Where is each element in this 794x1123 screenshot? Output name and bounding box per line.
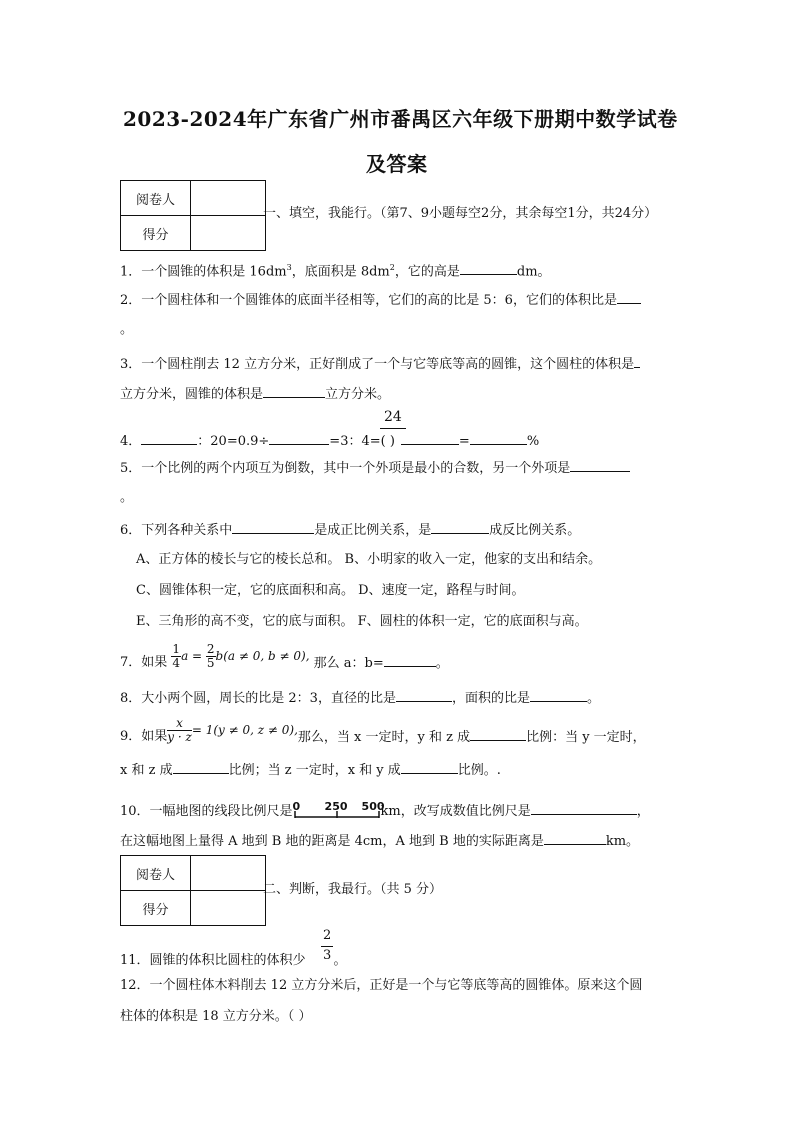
q4-text-a: 4． [120, 434, 142, 449]
answer-blank[interactable] [470, 728, 526, 741]
question-1 [120, 260, 551, 280]
q10-text-e: km。 [605, 834, 640, 849]
scale-label-250: 250 [324, 799, 348, 813]
answer-blank[interactable] [141, 432, 197, 445]
q1-sup1: 3 [286, 263, 292, 272]
q11-fraction-den: 3 [323, 948, 332, 963]
score-label: 得分 [121, 216, 191, 251]
answer-blank[interactable] [470, 432, 527, 445]
section-heading-2: 二、判断，我最行。（共 5 分） [263, 882, 443, 897]
q6-options-cd: C、圆锥体积一定，它的底面积和高。 D、速度一定，路程与时间。 [136, 583, 525, 598]
answer-blank[interactable] [530, 689, 587, 702]
q9-f-den: y · z [167, 729, 192, 744]
question-3-cont [120, 385, 390, 403]
q7-fraction-2 [206, 643, 216, 670]
question-7 [120, 640, 449, 672]
q10-text-b: km，改写成数值比例尺是 [380, 804, 531, 819]
question-9-cont [120, 761, 501, 779]
q6-text-c: 成反比例关系。 [489, 523, 581, 538]
q11-text-a: 11．圆锥的体积比圆柱的体积少 [120, 953, 306, 968]
scale-label-500: 500 [361, 799, 385, 813]
question-2 [120, 291, 641, 309]
q7-f1-den: 4 [172, 655, 181, 670]
answer-blank[interactable] [531, 802, 637, 815]
answer-blank[interactable] [401, 761, 458, 774]
q7-text-c: 。 [435, 656, 449, 671]
question-5-cont: 。 [120, 490, 134, 505]
q8-text-c: 。 [586, 691, 600, 706]
answer-blank[interactable] [634, 355, 640, 368]
scale-bar-icon [292, 799, 385, 821]
q5-text-a: 5．一个比例的两个内项互为倒数，其中一个外项是最小的合数，另一个外项是 [120, 461, 571, 476]
q11-text-b: 。 [333, 953, 347, 968]
q1-text-b: ，底面积是 8dm [291, 264, 390, 280]
q8-text-a: 8．大小两个圆，周长的比是 2：3，直径的比是 [120, 691, 396, 706]
q1-text-d: dm。 [516, 264, 551, 280]
q9-text-d: x 和 z 成 [120, 763, 173, 778]
q7-text-b: 那么 a：b= [313, 656, 384, 671]
question-12: 12．一个圆柱体木料削去 12 立方分米后，正好是一个与它等底等高的圆锥体。原来这个圆 [120, 978, 643, 993]
answer-blank[interactable] [384, 654, 436, 667]
q4-text-d: = [458, 434, 470, 449]
q7-condition: b(a ≠ 0, b ≠ 0), [215, 649, 310, 663]
q11-fraction-bar [321, 946, 333, 947]
q10-text-c: ， [636, 804, 650, 819]
q4-fraction-den: ( ) [380, 434, 395, 449]
page-title-line2: 及答案 [366, 152, 428, 176]
answer-blank[interactable] [617, 291, 641, 304]
q6-text-a: 6．下列各种关系中 [120, 523, 233, 538]
q1-text-c: ，它的高是 [394, 264, 460, 280]
question-5 [120, 459, 630, 477]
q4-text-e: % [526, 434, 540, 449]
q9-equation: = 1(y ≠ 0, z ≠ 0), [191, 723, 298, 737]
q11-fraction-num: 2 [323, 928, 332, 943]
answer-blank[interactable] [396, 689, 452, 702]
q9-text-e: 比例；当 z 一定时，x 和 y 成 [228, 763, 401, 778]
question-6 [120, 521, 580, 539]
q3-text-c: 立方分米。 [325, 387, 391, 402]
grader-label: 阅卷人 [121, 181, 191, 216]
q9-text-c: 比例：当 y 一定时， [526, 730, 646, 745]
answer-blank[interactable] [232, 521, 314, 534]
score-cell [191, 891, 266, 926]
question-3 [120, 355, 640, 373]
score-cell [191, 216, 266, 251]
answer-blank[interactable] [173, 761, 229, 774]
q6-text-b: 是成正比例关系，是 [314, 523, 432, 538]
q4-fraction-bar [380, 428, 406, 429]
q2-text-a: 2．一个圆柱体和一个圆锥体的底面半径相等，它们的高的比是 5：6，它们的体积比是 [120, 293, 617, 308]
answer-blank[interactable] [570, 459, 630, 472]
question-8 [120, 689, 600, 707]
q4-text-b: ：20=0.9÷ [197, 434, 270, 449]
q4-text-c: =3：4= [329, 434, 381, 449]
question-12-cont: 柱体的体积是 18 立方分米。（ ） [120, 1009, 312, 1024]
grader-label: 阅卷人 [121, 856, 191, 891]
q6-options-ab: A、正方体的棱长与它的棱长总和。 B、小明家的收入一定，他家的支出和结余。 [136, 552, 602, 567]
score-table-2 [120, 855, 266, 926]
page-title: 2023-2024年广东省广州市番禺区六年级下册期中数学试卷 [123, 107, 678, 131]
scale-label-0: 0 [292, 799, 301, 813]
answer-blank[interactable] [401, 432, 459, 445]
q7-eq-mid: a = [181, 649, 206, 663]
q7-f2-den: 5 [206, 655, 215, 670]
answer-blank[interactable] [431, 521, 489, 534]
q9-text-f: 比例。. [457, 763, 501, 778]
question-11 [120, 953, 347, 969]
answer-blank[interactable] [460, 262, 517, 275]
question-9 [120, 714, 646, 746]
answer-blank[interactable] [544, 832, 606, 845]
q7-f2-num: 2 [206, 641, 215, 656]
q7-text-a: 7．如果 [120, 655, 168, 670]
grader-cell [191, 856, 266, 891]
q8-text-b: ，面积的比是 [451, 691, 530, 706]
q4-fraction-num: 24 [384, 409, 402, 425]
q9-fraction [167, 717, 192, 744]
q9-text-a: 9．如果 [120, 729, 168, 744]
q10-text-a: 10．一幅地图的线段比例尺是 [120, 804, 293, 819]
q9-f-num: x [167, 717, 192, 731]
q7-f1-num: 1 [172, 641, 181, 656]
question-10-cont [120, 832, 639, 850]
q3-text-a: 3．一个圆柱削去 12 立方分米，正好削成了一个与它等底等高的圆锥，这个圆柱的体积是 [120, 357, 635, 372]
question-10 [120, 799, 650, 821]
answer-blank[interactable] [263, 385, 325, 398]
q3-text-b: 立方分米，圆锥的体积是 [120, 387, 264, 402]
question-2-cont: 。 [120, 322, 134, 337]
score-label: 得分 [121, 891, 191, 926]
answer-blank[interactable] [269, 432, 329, 445]
q1-text-a: 1．一个圆锥的体积是 16dm [120, 264, 287, 280]
section-heading-1: 一、填空，我能行。（第7、9小题每空2分，其余每空1分，共24分） [263, 206, 658, 221]
q6-options-ef: E、三角形的高不变，它的底与面积。 F、圆柱的体积一定，它的底面积与高。 [136, 614, 588, 629]
q7-fraction-1 [171, 643, 181, 670]
score-table-1 [120, 180, 266, 251]
q9-text-b: 那么，当 x 一定时，y 和 z 成 [297, 730, 471, 745]
q10-text-d: 在这幅地图上量得 A 地到 B 地的距离是 4cm，A 地到 B 地的实际距离是 [120, 834, 544, 849]
question-4 [120, 432, 539, 450]
grader-cell [191, 181, 266, 216]
q1-sup2: 2 [389, 263, 395, 272]
